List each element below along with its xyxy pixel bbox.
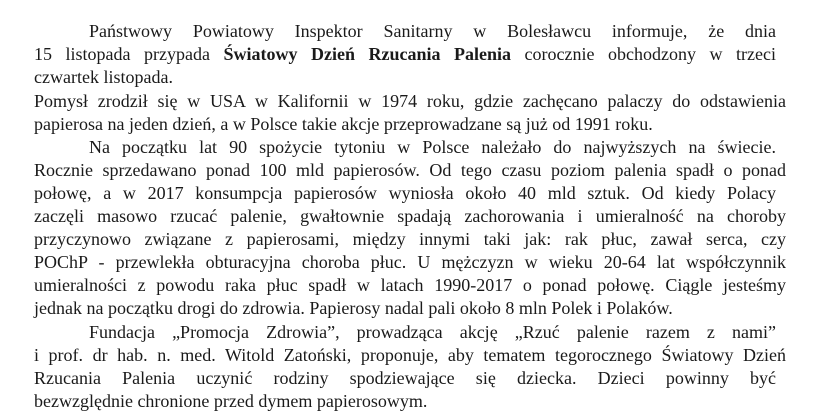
para1-line2-before: 15 listopada przypada: [34, 44, 224, 64]
para4-line1: Fundacja „Promocja Zdrowia”, prowadząca akcję „Rzuć palenie razem z nami”: [89, 322, 776, 342]
event-name: Światowy Dzień Rzucania Palenia: [223, 44, 512, 64]
para1-line3: czwartek listopada.: [34, 67, 173, 87]
para3-line2: Rocznie sprzedawano ponad 100 mld papierosów. Od tego czasu poziom palenia spadł o ponad: [34, 160, 786, 180]
para3-line3: połowę, a w 2017 konsumpcja papierosów wyniosła około 40 mld sztuk. Od kiedy Polacy: [34, 183, 776, 203]
para1-line1: Państwowy Powiatowy Inspektor Sanitarny w Bolesławcu informuje, że dnia: [89, 21, 776, 41]
para3-line8: jednak na początku drogi do zdrowia. Papierosy nadal pali około 8 mln Polek i Polaków.: [34, 298, 673, 318]
para3-line1: Na początku lat 90 spożycie tytoniu w Polsce należało do najwyższych na świecie.: [89, 137, 776, 157]
para4-line4: bezwzględnie chronione przed dymem papierosowym.: [34, 391, 428, 411]
para3-line4: zaczęli masowo rzucać palenie, gwałtownie spadają zachorowania i umieralność na choroby: [34, 206, 786, 226]
para1-line2: [34, 44, 776, 64]
para4-line2: i prof. dr hab. n. med. Witold Zatoński, proponuje, aby tematem tegorocznego Światowy Dzień: [34, 345, 786, 365]
para3-line6: POChP - przewlekła obturacyjna choroba płuc. U mężczyzn w wieku 20-64 lat współczynnik: [34, 252, 786, 272]
para2-line1: Pomysł zrodził się w USA w Kalifornii w 1974 roku, gdzie zachęcano palaczy do odstawienia: [34, 91, 786, 111]
para1-line2-after: corocznie obchodzony w trzeci: [511, 44, 776, 64]
para4-line3: Rzucania Palenia uczynić rodziny spodziewające się dziecka. Dzieci powinny być: [34, 368, 776, 388]
para3-line5: przyczynowo związane z papierosami, między innymi taki jak: rak płuc, zawał serca, czy: [34, 229, 786, 249]
para3-line7: umieralności z powodu raka płuc spadł w latach 1990-2017 o ponad połowę. Ciągle jesteśmy: [34, 275, 786, 295]
para2-line2: papierosa na jeden dzień, a w Polsce takie akcje przeprowadzane są już od 1991 roku.: [34, 114, 653, 134]
